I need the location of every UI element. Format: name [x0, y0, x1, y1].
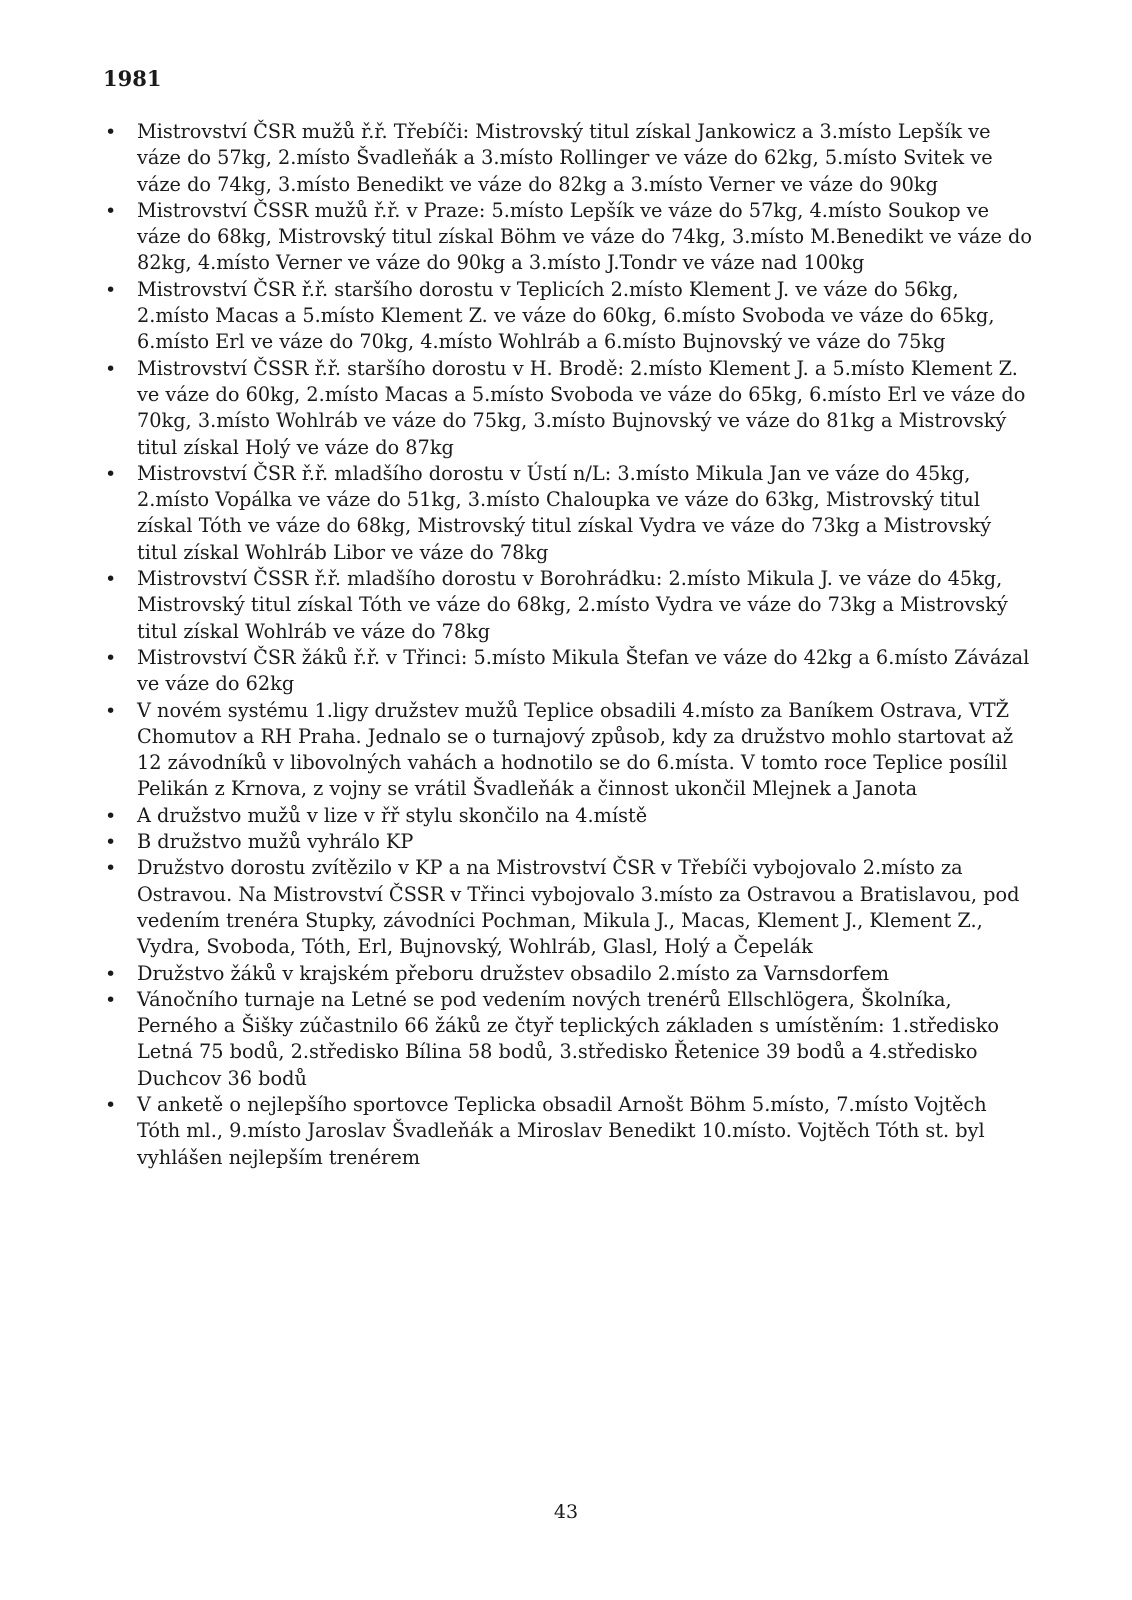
- entry-text: Družstvo žáků v krajském přeboru družstev obsadilo 2.místo za Varnsdorfem: [137, 961, 890, 985]
- bullet-icon: •: [105, 962, 117, 985]
- bullet-icon: •: [105, 121, 117, 143]
- list-item: [103, 1092, 1033, 1171]
- list-item: [103, 698, 1033, 803]
- list-item: [103, 198, 1033, 277]
- entry-list: [103, 119, 1033, 1171]
- entry-text: Mistrovství ČSR ř.ř. mladšího dorostu v Ústí n/L: 3.místo Mikula Jan ve váze do 45kg, 2.místo Vopálka ve váze do 51kg, 3.místo Chaloupka ve váze do 63kg, Mistrovský titul získal Tóth ve váze do 68kg, Mistrovský titul získal Vydra ve váze do 73kg a Mistrovský titul získal Wohlráb Libor ve váze do 78kg: [137, 461, 992, 564]
- bullet-icon: •: [105, 831, 117, 854]
- entry-text: Vánočního turnaje na Letné se pod vedením nových trenérů Ellschlögera, Školníka, Perného a Šišky zúčastnilo 66 žáků ze čtyř teplických základen s umístěním: 1.středisko Letná 75 bodů, 2.středisko Bílina 58 bodů, 3.středisko Řetenice 39 bodů a 4.středisko Duchcov 36 bodů: [137, 987, 1000, 1090]
- list-item: [103, 461, 1033, 566]
- bullet-icon: •: [105, 278, 117, 301]
- bullet-icon: •: [105, 646, 117, 669]
- bullet-icon: •: [105, 199, 117, 222]
- entry-text: V novém systému 1.ligy družstev mužů Teplice obsadili 4.místo za Baníkem Ostrava, VTŽ Chomutov a RH Praha. Jednalo se o turnajový způsob, kdy za družstvo mohlo startovat až 12 závodníků v libovolných vahách a hodnotilo se do 6.místa. V tomto roce Teplice posílil Pelikán z Krnova, z vojny se vrátil Švadleňák a činnost ukončil Mlejnek a Janota: [137, 698, 1014, 801]
- year-heading: 1981: [103, 66, 162, 91]
- entry-text: Mistrovství ČSSR ř.ř. staršího dorostu v H. Brodě: 2.místo Klement J. a 5.místo Klement Z. ve váze do 60kg, 2.místo Macas a 5.místo Svoboda ve váze do 65kg, 6.místo Erl ve váze do 70kg, 3.místo Wohlráb ve váze do 75kg, 3.místo Bujnovský ve váze do 81kg a Mistrovský titul získal Holý ve váze do 87kg: [137, 356, 1026, 459]
- bullet-icon: •: [105, 1093, 117, 1116]
- bullet-icon: •: [105, 699, 117, 722]
- list-item: [103, 803, 1033, 829]
- entry-text: V anketě o nejlepšího sportovce Teplicka obsadil Arnošt Böhm 5.místo, 7.místo Vojtěch Tóth ml., 9.místo Jaroslav Švadleňák a Miroslav Benedikt 10.místo. Vojtěch Tóth st. byl vyhlášen nejlepším trenérem: [137, 1092, 987, 1169]
- entry-text: Družstvo dorostu zvítězilo v KP a na Mistrovství ČSR v Třebíči vybojovalo 2.místo za Ostravou. Na Mistrovství ČSSR v Třinci vybojovalo 3.místo za Ostravou a Bratislavou, pod vedením trenéra Stupky, závodníci Pochman, Mikula J., Macas, Klement J., Klement Z., Vydra, Svoboda, Tóth, Erl, Bujnovský, Wohlráb, Glasl, Holý a Čepelák: [137, 856, 1020, 959]
- entry-text: Mistrovství ČSR ř.ř. staršího dorostu v Teplicích 2.místo Klement J. ve váze do 56kg, 2.místo Macas a 5.místo Klement Z. ve váze do 60kg, 6.místo Svoboda ve váze do 65kg, 6.místo Erl ve váze do 70kg, 4.místo Wohlráb a 6.místo Bujnovský ve váze do 75kg: [137, 277, 995, 354]
- entry-text: B družstvo mužů vyhrálo KP: [137, 830, 414, 854]
- bullet-icon: •: [105, 988, 117, 1011]
- list-item: [103, 566, 1033, 645]
- list-item: [103, 645, 1033, 698]
- list-item: [103, 961, 1033, 987]
- list-item: [103, 829, 1033, 855]
- entry-text: Mistrovství ČSR žáků ř.ř. v Třinci: 5.místo Mikula Štefan ve váze do 42kg a 6.místo Závázal ve váze do 62kg: [137, 645, 1030, 696]
- list-item: [103, 987, 1033, 1092]
- page-number: 43: [553, 1501, 579, 1523]
- entry-text: Mistrovství ČSSR mužů ř.ř. v Praze: 5.místo Lepšík ve váze do 57kg, 4.místo Soukop ve váze do 68kg, Mistrovský titul získal Böhm ve váze do 74kg, 3.místo M.Benedikt ve váze do 82kg, 4.místo Verner ve váze do 90kg a 3.místo J.Tondr ve váze nad 100kg: [137, 198, 1032, 275]
- bullet-icon: •: [105, 357, 117, 380]
- entry-text: A družstvo mužů v lize v řř stylu skončilo na 4.místě: [137, 803, 648, 827]
- list-item: [103, 119, 1033, 198]
- list-item: [103, 356, 1033, 461]
- bullet-icon: •: [105, 804, 117, 827]
- list-item: [103, 855, 1033, 960]
- bullet-icon: •: [105, 568, 117, 591]
- bullet-icon: •: [105, 462, 117, 485]
- list-item: [103, 277, 1033, 356]
- bullet-icon: •: [105, 857, 117, 880]
- entry-text: Mistrovství ČSR mužů ř.ř. Třebíči: Mistrovský titul získal Jankowicz a 3.místo Lepšík ve váze do 57kg, 2.místo Švadleňák a 3.místo Rollinger ve váze do 62kg, 5.místo Svitek ve váze do 74kg, 3.místo Benedikt ve váze do 82kg a 3.místo Verner ve váze do 90kg: [137, 120, 993, 196]
- entry-text: Mistrovství ČSSR ř.ř. mladšího dorostu v Borohrádku: 2.místo Mikula J. ve váze do 45kg, Mistrovský titul získal Tóth ve váze do 68kg, 2.místo Vydra ve váze do 73kg a Mistrovský titul získal Wohlráb ve váze do 78kg: [137, 567, 1008, 643]
